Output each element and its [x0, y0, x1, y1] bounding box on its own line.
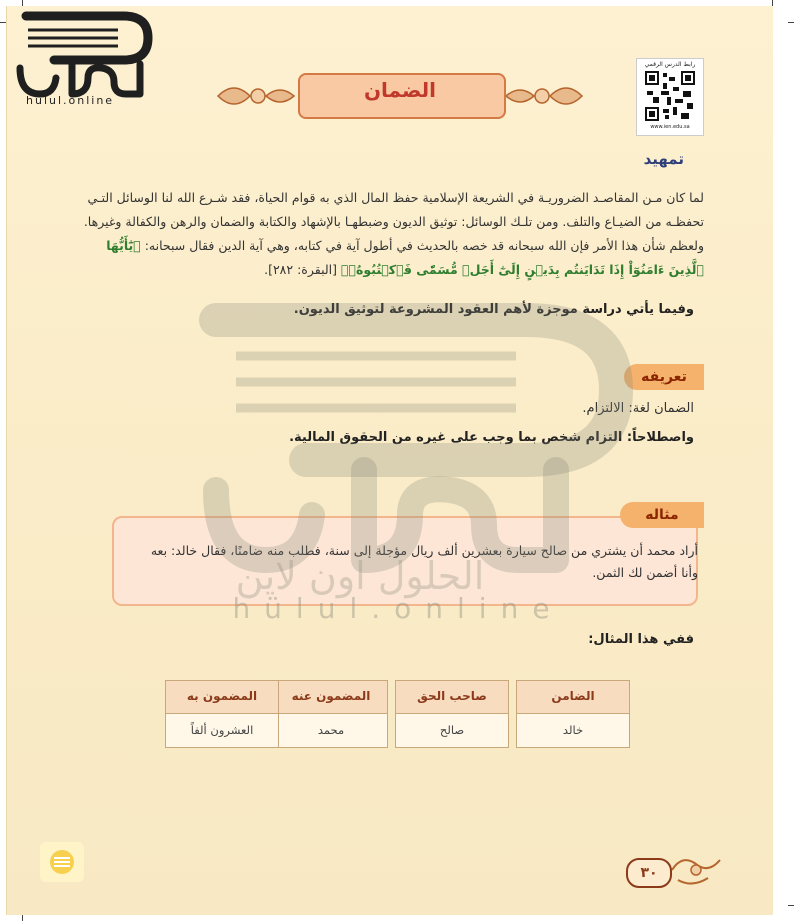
page-ornament-icon [668, 850, 724, 890]
watermark-latin: hülul.online [232, 592, 564, 625]
qr-code-icon [645, 71, 695, 121]
table-header-cell: المضمون عنه [275, 681, 387, 714]
qr-code-card[interactable] [636, 58, 704, 136]
table-value-cell: محمد [317, 723, 345, 737]
qr-url[interactable]: www.ien.edu.sa [650, 124, 690, 130]
example-intro: ففي هذا المثال: [588, 632, 694, 647]
publisher-badge-icon [40, 842, 84, 882]
intro-followup: وفيما يأتي دراسة موجزة لأهم العقود المشروعة لتوثيق الديون. [293, 302, 694, 317]
roles-table [167, 680, 630, 748]
qr-caption: رابط الدرس الرقمي [644, 61, 696, 68]
verse-reference: [البقرة: ٢٨٢]. [264, 262, 338, 277]
lesson-title-banner [214, 70, 586, 122]
page-title: الضمان [363, 78, 437, 102]
example-text: أراد محمد أن يشتري من صالح سيارة بعشرين ألف ريال مؤجلة إلى سنة، فطلب منه ضامنًا، فقال خالد: بعه وأنا أضمن لك الثمن. [150, 543, 698, 580]
table-header-cell: صاحب الحق [396, 681, 508, 714]
table-column [274, 680, 388, 748]
section-heading-intro: تمهيد [643, 150, 684, 168]
crop-mark [788, 22, 794, 23]
logo-icon [14, 8, 154, 98]
table-value-cell: العشرون ألفاً [190, 723, 254, 737]
table-header-cell: الضامن [517, 681, 629, 714]
table-column [516, 680, 630, 748]
intro-paragraph [80, 186, 704, 282]
crop-mark [22, 0, 23, 6]
watermark-arabic: الحلول اون لاين [235, 554, 485, 598]
logo-site-text: hulul.online [26, 94, 115, 107]
intro-text: لما كان مـن المقاصـد الضروريـة في الشريعة الإسلامية حفظ المال الذي به قوام الحياة، فقد شـرع الله لنا الوسائل التـي تحفظـه من الضيـاع والتلف. ومن تلـك الوسائل: توثيق الديون وضبطهـا بالإشهاد والكتابة والضمان والرهن والكفالة وغيرها. ولعظم شأن هذا الأمر فإن الله سبحانه قد خصه بالحديث في أطول آية في كتابه، وهي آية الدين فقال سبحانه: [83, 190, 704, 253]
table-column [165, 680, 279, 748]
example-label: مثاله [620, 502, 704, 528]
definition-label: تعريفه [624, 364, 704, 390]
quran-verse: ﴿يَٰٓأَيُّهَا ٱلَّذِينَ ءَامَنُوٓاْ إِذَا تَدَايَنتُم بِدَيۡنٍ إِلَىٰٓ أَجَلٖ مُّسَمّٗى فَٱكۡتُبُوهُۚ﴾ [106, 238, 704, 277]
crop-mark [22, 915, 23, 921]
table-column [395, 680, 509, 748]
crop-mark [0, 22, 6, 23]
table-value-cell: صالح [439, 723, 465, 737]
table-value-cell: خالد [562, 723, 584, 737]
page-number: ٣٠ [626, 858, 672, 888]
table-header-cell: المضمون به [166, 681, 278, 714]
crop-mark [788, 905, 794, 906]
page-background [6, 6, 773, 915]
definition-technical: واصطلاحاً: التزام شخص بما وجب على غيره من الحقوق المالية. [289, 430, 694, 445]
brand-logo [14, 8, 154, 116]
crop-mark [772, 0, 773, 6]
publisher-badge [40, 842, 84, 882]
definition-linguistic: الضمان لغة: الالتزام. [582, 401, 694, 416]
